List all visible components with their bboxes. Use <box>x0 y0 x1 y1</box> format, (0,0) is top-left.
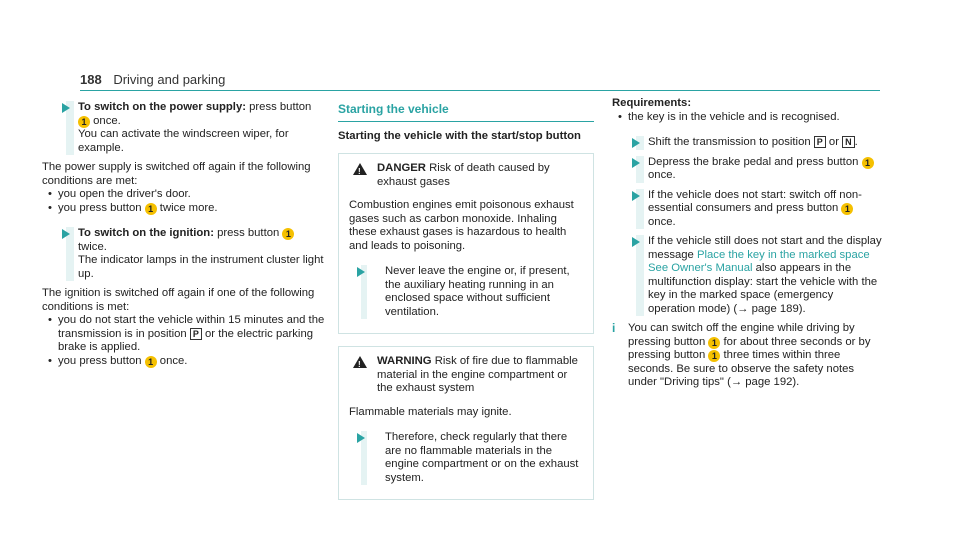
step-text <box>648 189 882 230</box>
text: once. <box>156 354 188 367</box>
info-icon: i <box>612 321 616 335</box>
warning-title <box>349 355 585 396</box>
text: once. <box>648 215 676 228</box>
text: for about three seconds or by pressing button <box>628 335 871 361</box>
step-no-start <box>612 189 882 230</box>
list-item: • you open the driver's door. <box>42 188 325 202</box>
button-1-badge-icon: 1 <box>708 337 720 349</box>
neutral-position-icon: N <box>842 136 855 148</box>
column-2 <box>338 97 594 512</box>
text: or <box>825 136 843 148</box>
button-1-badge-icon: 1 <box>145 203 157 215</box>
warning-word: WARNING <box>377 355 432 367</box>
page-number: 188 <box>80 72 102 87</box>
requirements-label: Requirements: <box>612 97 692 109</box>
chapter-title: Driving and parking <box>113 72 226 87</box>
warning-triangle-icon: ! <box>353 356 367 368</box>
step-arrow-icon <box>632 237 640 247</box>
text: If the vehicle still does not start and the display message <box>648 235 882 261</box>
warning-box <box>338 346 594 500</box>
page-header <box>80 72 225 87</box>
list-item <box>42 355 325 369</box>
step-text <box>78 227 325 254</box>
step-arrow-icon <box>357 267 365 277</box>
info-note <box>612 322 882 390</box>
step-label: To switch on the ignition: <box>78 227 214 239</box>
column-3 <box>612 97 882 390</box>
text: press button <box>246 101 312 113</box>
step-bar <box>636 235 644 316</box>
text: you do not start the vehicle within 15 minutes and the transmission is in position <box>58 314 325 340</box>
list-item <box>42 202 325 216</box>
text: Risk of fire due to flammable material in the engine compartment or the exhaust system <box>377 355 578 394</box>
text: If the vehicle does not start: switch off non-essential consumers and press button <box>648 188 862 214</box>
button-1-badge-icon: 1 <box>145 356 157 368</box>
danger-title <box>349 162 585 189</box>
text: Depress the brake pedal and press button <box>648 155 862 168</box>
warning-text: Flammable materials may ignite. <box>349 405 512 418</box>
button-1-badge-icon: 1 <box>282 228 294 240</box>
subsection-title: Starting the vehicle with the start/stop button <box>338 129 581 142</box>
text: . <box>854 136 858 148</box>
button-1-badge-icon: 1 <box>862 157 874 169</box>
step-ignition <box>42 227 325 281</box>
column-1 <box>42 97 325 368</box>
step-text <box>648 156 882 183</box>
step-note: The indicator lamps in the instrument cluster light up. <box>78 254 324 280</box>
step-brake <box>612 156 882 183</box>
list-item <box>42 314 325 355</box>
step-shift <box>612 136 882 150</box>
danger-text: Combustion engines emit poisonous exhaust gases such as carbon monoxide. Inhaling these exhaust gases is hazardous to health and leads to poisoning. <box>349 199 574 252</box>
step-arrow-icon <box>632 138 640 148</box>
text: once. <box>648 169 676 181</box>
step-arrow-icon <box>632 191 640 201</box>
text: or the electric parking brake is applied. <box>58 327 314 353</box>
park-position-icon: P <box>190 328 202 340</box>
step-arrow-icon <box>62 103 70 113</box>
display-message: Place the key in the marked space See Owner's Manual <box>648 248 870 274</box>
text: you press button <box>58 354 145 367</box>
paragraph: The ignition is switched off again if one of the following conditions is met: <box>42 287 315 313</box>
danger-box <box>338 153 594 334</box>
list-item: • the key is in the vehicle and is recognised. <box>612 111 882 125</box>
text: once. <box>90 114 121 127</box>
section-title: Starting the vehicle <box>338 102 449 116</box>
section-rule <box>338 121 594 122</box>
info-text <box>628 322 882 390</box>
button-1-badge-icon: 1 <box>78 116 90 128</box>
step-power-supply <box>42 101 325 155</box>
step-text: Therefore, check regularly that there are no flammable materials in the engine compartment or on the exhaust system. <box>385 431 579 484</box>
step-arrow-icon <box>632 158 640 168</box>
text: also appears in the multifunction display: start the vehicle with the key in the marked space (emergency operation mode) (→ page 189). <box>648 262 878 315</box>
button-1-badge-icon: 1 <box>708 350 720 362</box>
text: you press button <box>58 201 145 214</box>
text: press button <box>213 227 283 239</box>
text: Risk of death caused by exhaust gases <box>377 162 550 188</box>
step-arrow-icon <box>357 433 365 443</box>
step-label: To switch on the power supply: <box>78 101 246 113</box>
step-text <box>648 136 882 150</box>
step-arrow-icon <box>62 229 70 239</box>
text: twice. <box>78 240 107 253</box>
text: You can switch off the engine while driving by pressing button <box>628 322 855 348</box>
step-text <box>648 235 882 316</box>
text: twice more. <box>156 201 218 214</box>
danger-step <box>349 265 585 319</box>
step-note: You can activate the windscreen wiper, for example. <box>78 128 289 154</box>
text: Shift the transmission to position <box>648 136 814 148</box>
paragraph: The power supply is switched off again if the following conditions are met: <box>42 161 311 187</box>
step-emergency <box>612 235 882 316</box>
step-text: Never leave the engine or, if present, the auxiliary heating running in an enclosed space without sufficient ventilation. <box>385 265 570 318</box>
button-1-badge-icon: 1 <box>841 203 853 215</box>
header-rule <box>80 90 880 91</box>
warning-triangle-icon: ! <box>353 163 367 175</box>
park-position-icon: P <box>814 136 826 148</box>
danger-word: DANGER <box>377 162 426 174</box>
text: three times within three seconds. Be sure to observe the safety notes under "Driving tips" (→ page 192). <box>628 349 855 388</box>
step-text <box>78 101 325 128</box>
warning-step <box>349 431 585 485</box>
